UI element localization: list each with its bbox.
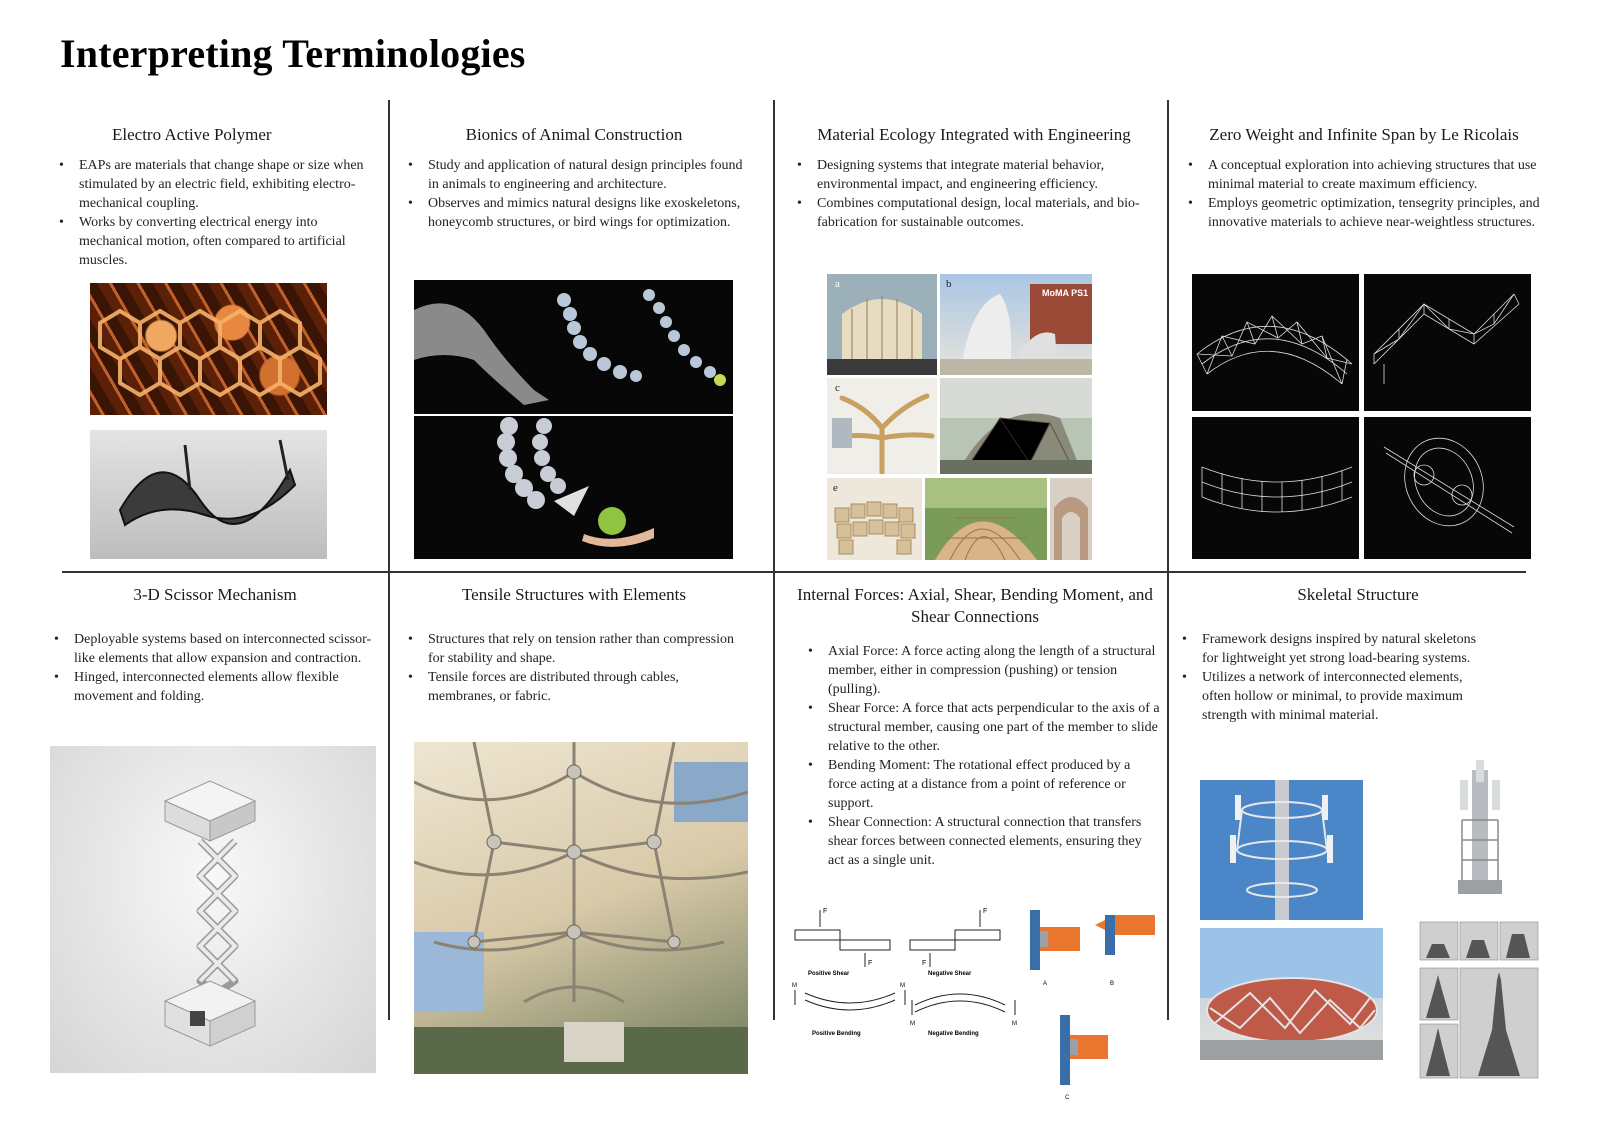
panel-electro-active-polymer [55, 124, 375, 270]
bullet-item: • Deployable systems based on interconnected scissor-like elements that allow expansion and contraction. [50, 630, 380, 668]
bullet-item: • Employs geometric optimization, tensegrity principles, and innovative materials to achieve near-weightless structures. [1184, 194, 1544, 232]
shear-bending-diagram [790, 905, 1020, 1045]
moma-ps1-sign: MoMA PS1 [1042, 288, 1089, 298]
panel-title: Material Ecology Integrated with Engineering [817, 125, 1131, 144]
tensile-canopy-photo [414, 742, 748, 1074]
connection-label-c: C [1065, 1095, 1070, 1101]
space-frame-arch-image [1192, 274, 1359, 411]
bullet-item: • Designing systems that integrate material behavior, environmental impact, and engineering efficiency. [793, 156, 1155, 194]
panel-title: Skeletal Structure [1297, 585, 1419, 604]
positive-shear-caption: Positive Shear [808, 971, 850, 977]
column-divider [1167, 100, 1169, 1020]
bullet-item: • Works by converting electrical energy into mechanical motion, often compared to artificial muscles. [55, 213, 375, 270]
force-label-3: F [983, 908, 988, 915]
panel-3d-scissor-mechanism [50, 584, 380, 706]
panel-zero-weight-infinite-span [1184, 124, 1544, 232]
panel-internal-forces [790, 584, 1160, 870]
panel-title: Tensile Structures with Elements [461, 585, 686, 604]
force-label-4: F [922, 960, 927, 967]
shear-connection-details [1025, 905, 1165, 1105]
space-frame-hoop-image [1364, 417, 1531, 559]
collage-photo-g [1050, 478, 1092, 560]
telecom-tower-closeup-image [1200, 780, 1363, 920]
collage-label-c: c [835, 382, 840, 394]
panel-title: 3-D Scissor Mechanism [133, 585, 297, 604]
collage-label-b: b [946, 278, 952, 290]
panel-title: Electro Active Polymer [112, 125, 272, 144]
birds-nest-stadium-image [1200, 928, 1383, 1060]
panel-material-ecology [793, 124, 1155, 232]
moment-label-4: M [1012, 1021, 1017, 1027]
moment-label-1: M [792, 983, 797, 989]
force-label-2: F [868, 960, 873, 967]
connection-label-a: A [1043, 981, 1048, 987]
bullet-item: • Tensile forces are distributed through cables, membranes, or fabric. [404, 668, 744, 706]
moment-label-2: M [900, 983, 905, 989]
elephant-trunk-robot-image [414, 280, 733, 414]
bullet-item: • Observes and mimics natural designs like exoskeletons, honeycomb structures, or bird wings for optimization. [404, 194, 744, 232]
space-frame-folded-image [1364, 274, 1531, 411]
collage-photo-b [940, 274, 1092, 375]
column-divider [388, 100, 390, 1020]
bullet-item: • Bending Moment: The rotational effect produced by a force acting at a distance from a point of reference or support. [804, 756, 1160, 813]
scissor-lift-render-image [50, 746, 376, 1073]
column-divider [773, 100, 775, 1020]
bullet-item: • Framework designs inspired by natural skeletons for lightweight yet strong load-bearing systems. [1178, 630, 1478, 668]
bullet-item: • Hinged, interconnected elements allow flexible movement and folding. [50, 668, 380, 706]
negative-shear-caption: Negative Shear [928, 971, 972, 977]
panel-tensile-structures [404, 584, 744, 706]
positive-bending-caption: Positive Bending [812, 1031, 861, 1037]
eap-wave-sheet-image [90, 430, 327, 559]
bullet-item: • EAPs are materials that change shape or size when stimulated by an electric field, exhibiting electro-mechanical coupling. [55, 156, 375, 213]
bullet-item: • Axial Force: A force acting along the length of a structural member, either in compression (pushing) or tension (pulling). [804, 642, 1160, 699]
row-divider [62, 571, 1526, 573]
bullet-item: • Structures that rely on tension rather than compression for stability and shape. [404, 630, 744, 668]
panel-title: Internal Forces: Axial, Shear, Bending Moment, and Shear Connections [797, 585, 1153, 626]
bullet-item: • Shear Connection: A structural connection that transfers shear forces between connected elements, ensuring they act as a single unit. [804, 813, 1160, 870]
panel-skeletal-structure [1178, 584, 1538, 725]
negative-bending-caption: Negative Bending [928, 1031, 979, 1037]
robotic-arm-apple-image [414, 416, 733, 559]
collage-photo-e [827, 478, 922, 560]
page-title: Interpreting Terminologies [60, 31, 526, 76]
panel-title: Zero Weight and Infinite Span by Le Ricolais [1209, 125, 1519, 144]
moment-label-3: M [910, 1021, 915, 1027]
eap-honeycomb-image [90, 283, 327, 415]
bullet-item: • Utilizes a network of interconnected elements, often hollow or minimal, to provide maximum strength with minimal material. [1178, 668, 1478, 725]
collage-photo-a [827, 274, 937, 375]
bullet-item: • Combines computational design, local materials, and bio-fabrication for sustainable outcomes. [793, 194, 1155, 232]
bullet-item: • Study and application of natural design principles found in animals to engineering and architecture. [404, 156, 744, 194]
telecom-tower-full-image [1430, 760, 1530, 910]
connection-label-b: B [1110, 981, 1115, 987]
force-label-1: F [823, 908, 828, 915]
bullet-item: • A conceptual exploration into achieving structures that use minimal material to create maximum efficiency. [1184, 156, 1544, 194]
eiffel-tower-construction-grid [1418, 920, 1540, 1080]
collage-photo-d [940, 378, 1092, 474]
collage-label-e: e [833, 482, 838, 494]
collage-photo-f [925, 478, 1047, 560]
panel-title: Bionics of Animal Construction [465, 125, 683, 144]
space-frame-bridge-image [1192, 417, 1359, 559]
panel-bionics-animal-construction [404, 124, 744, 232]
collage-photo-c [827, 378, 937, 474]
collage-label-a: a [835, 278, 840, 290]
bullet-item: • Shear Force: A force that acts perpendicular to the axis of a structural member, causing one part of the member to slide relative to the other. [804, 699, 1160, 756]
